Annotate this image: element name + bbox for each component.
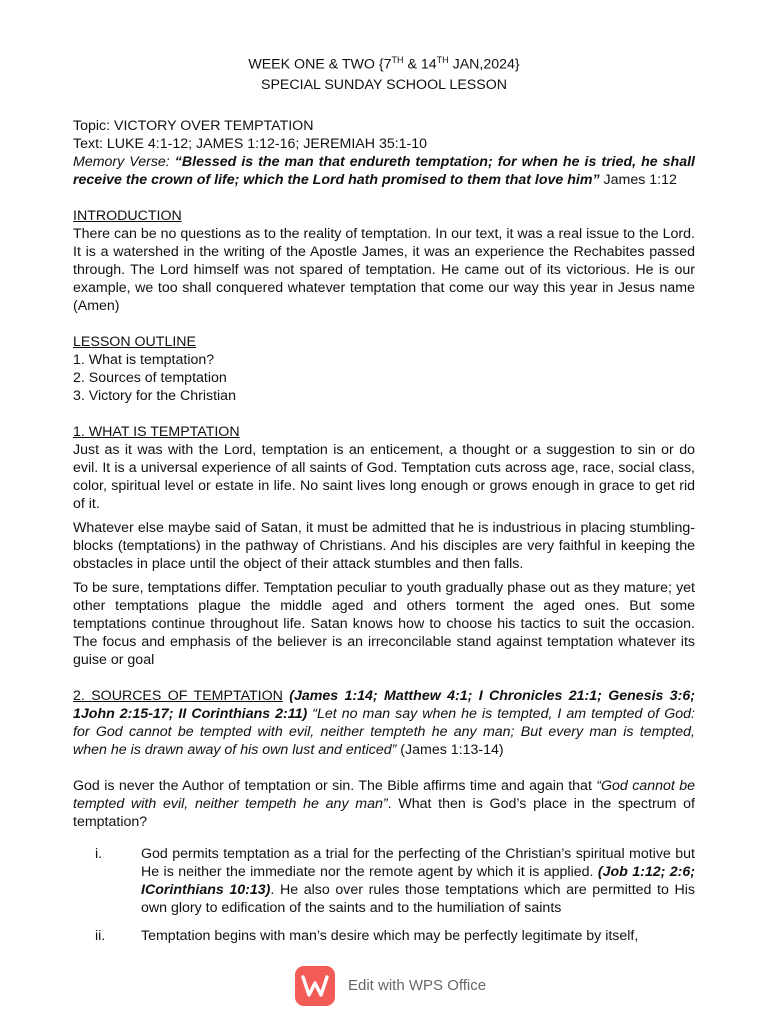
section-2-intro: 2. SOURCES OF TEMPTATION (James 1:14; Matthew 4:1; I Chronicles 21:1; Genesis 3:6; 1John 2:15-17; II Corinthians 2:11) “Let no man say when he is tempted, I am tempted of God: for God cannot be tempted with evil, neither tempteth he any man; But every man is tempted, when he is drawn away of his own lust and enticed” (James 1:13-14) [73,687,696,758]
outline-item: 3. Victory for the Christian [73,387,236,404]
header-line-2: SPECIAL SUNDAY SCHOOL LESSON [261,76,507,93]
introduction-heading: INTRODUCTION [73,207,182,224]
introduction-body: There can be no questions as to the reality of temptation. In our text, it was a real issue to the Lord. It is a watershed in the writing of the Apostle James, it was an experience the Rechabites passed through. The Lord himself was not spared of temptation. He came out of its victorious. He is our example, we too shall conquered whatever temptation that come our way this year in Jesus name (Amen) [73,225,695,314]
memory-verse: Memory Verse: “Blessed is the man that endureth temptation; for when he is tried, he shall receive the crown of life; which the Lord hath promised to them that love him” James 1:12 [73,153,695,188]
wps-logo-icon [295,966,335,1006]
outline-item: 2. Sources of temptation [73,369,227,386]
wps-edit-label[interactable]: Edit with WPS Office [348,977,487,994]
section-1-heading: 1. WHAT IS TEMPTATION [73,423,240,440]
section-sources-of-temptation [73,687,695,945]
lesson-meta [73,117,695,189]
lesson-header [73,50,695,95]
section-1-paragraph: Whatever else maybe said of Satan, it must be admitted that he is industrious in placing stumbling-blocks (temptations) in the pathway of Christians. And his disciples are very faithful in keeping the obstacles in place until the object of their attack stumbles and then falls. [73,519,695,572]
outline-heading: LESSON OUTLINE [73,333,196,350]
section-2-paragraph: God is never the Author of temptation or sin. The Bible affirms time and again that “God cannot be tempted with evil, neither tempeth he any man”. What then is God’s place in the spectrum of temptation? [73,777,695,830]
section-1-paragraph: To be sure, temptations differ. Temptation peculiar to youth gradually phase out as they mature; yet other temptations plague the middle aged and others torment the aged ones. But some temptations continue throughout life. Satan knows how to choose his tactics to suit the occasion. The focus and emphasis of the believer is an irreconcilable stand against temptation whatever its guise or goal [73,579,695,668]
outline-section [73,333,695,405]
list-item: i. God permits temptation as a trial for the perfecting of the Christian’s spiritual motive but He is neither the immediate nor the remote agent by which it is applied. (Job 1:12; 2:6; ICorinthians 10:13). He also over rules those temptations which are permitted to His own glory to edification of the saints and to the humiliation of saints [95,845,696,916]
section-2-heading: 2. SOURCES OF TEMPTATION [73,687,283,704]
section-1-paragraph: Just as it was with the Lord, temptation is an enticement, a thought or a suggestion to sin or do evil. It is a universal experience of all saints of God. Temptation cuts across age, race, social class, color, spiritual level or estate in life. No saint lives long enough or grows enough in grace to get rid of it. [73,441,695,512]
introduction-section [73,207,695,315]
text-line: Text: LUKE 4:1-12; JAMES 1:12-16; JEREMIAH 35:1-10 [73,135,428,152]
list-item: ii. Temptation begins with man’s desire which may be perfectly legitimate by itself, [95,927,639,944]
document-page [73,50,695,955]
outline-item: 1. What is temptation? [73,351,215,368]
section-what-is-temptation [73,423,695,669]
roman-list [73,845,695,945]
topic-line: Topic: VICTORY OVER TEMPTATION [73,117,314,134]
header-line-1: WEEK ONE & TWO {7TH & 14TH JAN,2024} [248,55,520,73]
wps-watermark[interactable] [295,966,486,1006]
